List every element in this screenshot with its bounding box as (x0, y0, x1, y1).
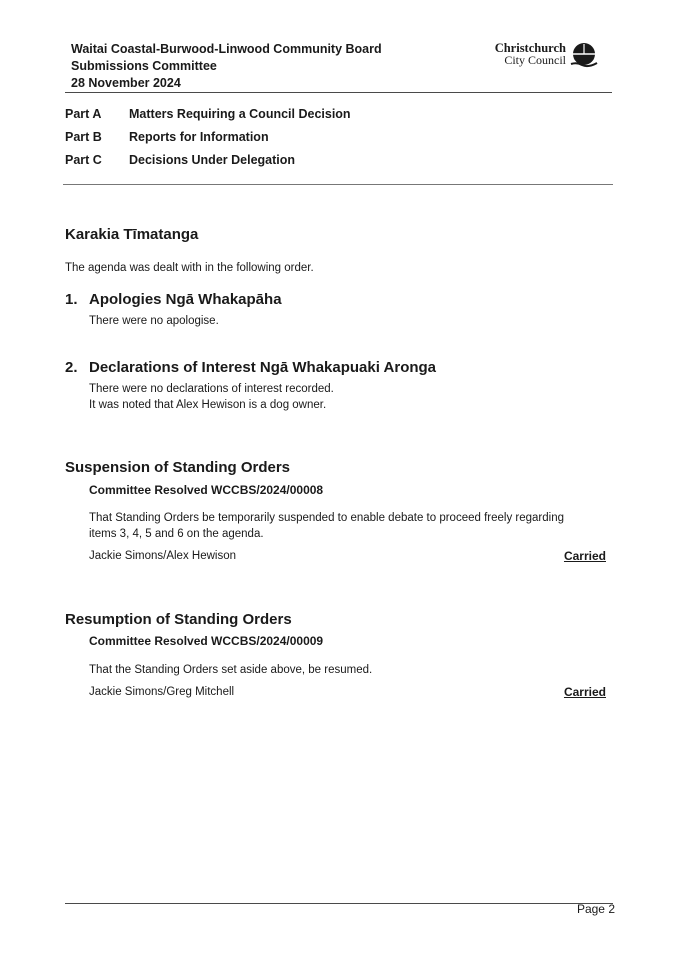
suspension-movers: Jackie Simons/Alex Hewison (89, 550, 237, 562)
part-c-row (65, 153, 295, 167)
part-b-row (65, 130, 269, 144)
part-label: Decisions Under Delegation (129, 153, 296, 167)
logo-wordmark-line2: City Council (504, 53, 566, 67)
document-header (71, 41, 382, 92)
header-divider (65, 92, 612, 93)
resumption-movers: Jackie Simons/Greg Mitchell (89, 686, 235, 698)
resumption-resolution-text: That the Standing Orders set aside above, be resumed. (89, 664, 373, 676)
item-2-heading (65, 359, 436, 376)
item-number: 1. (65, 291, 78, 308)
apologies-text: There were no apologise. (89, 315, 219, 327)
part-a-row (65, 107, 351, 121)
suspension-resolution-text: That Standing Orders be temporarily suspended to enable debate to proceed freely regarding items 3, 4, 5 and 6 on the agenda. (89, 512, 564, 540)
part-code: Part C (65, 153, 102, 167)
page-number: Page 2 (576, 902, 615, 916)
karakia-heading: Karakia Tīmatanga (65, 226, 199, 243)
part-label: Matters Requiring a Council Decision (129, 107, 351, 121)
item-1-heading (65, 291, 282, 308)
suspension-heading: Suspension of Standing Orders (65, 459, 291, 476)
part-label: Reports for Information (129, 130, 269, 144)
footer-divider (65, 903, 613, 904)
item-title: Declarations of Interest Ngā Whakapuaki Aronga (89, 359, 437, 376)
resumption-outcome: Carried (563, 685, 606, 699)
suspension-resolution-number: Committee Resolved WCCBS/2024/00008 (89, 483, 324, 497)
cathedral-emblem-icon (569, 42, 599, 68)
parts-divider (63, 184, 613, 185)
meeting-date: 28 November 2024 (71, 76, 181, 90)
item-title: Apologies Ngā Whakapāha (89, 291, 282, 308)
declarations-line: There were no declarations of interest recorded. (89, 383, 334, 395)
item-number: 2. (65, 359, 78, 376)
part-code: Part B (65, 130, 102, 144)
board-name: Waitai Coastal-Burwood-Linwood Community Board (71, 42, 382, 56)
suspension-outcome: Carried (563, 549, 606, 563)
declarations-text (89, 382, 334, 413)
part-code: Part A (65, 107, 102, 121)
council-logo (470, 42, 610, 68)
logo-wordmark-line1: Christchurch (494, 41, 566, 55)
committee-name: Submissions Committee (71, 59, 217, 73)
resumption-heading: Resumption of Standing Orders (65, 611, 292, 628)
agenda-order-note: The agenda was dealt with in the following order. (65, 262, 314, 274)
declarations-line: It was noted that Alex Hewison is a dog owner. (89, 398, 327, 411)
resumption-resolution-number: Committee Resolved WCCBS/2024/00009 (89, 634, 324, 648)
